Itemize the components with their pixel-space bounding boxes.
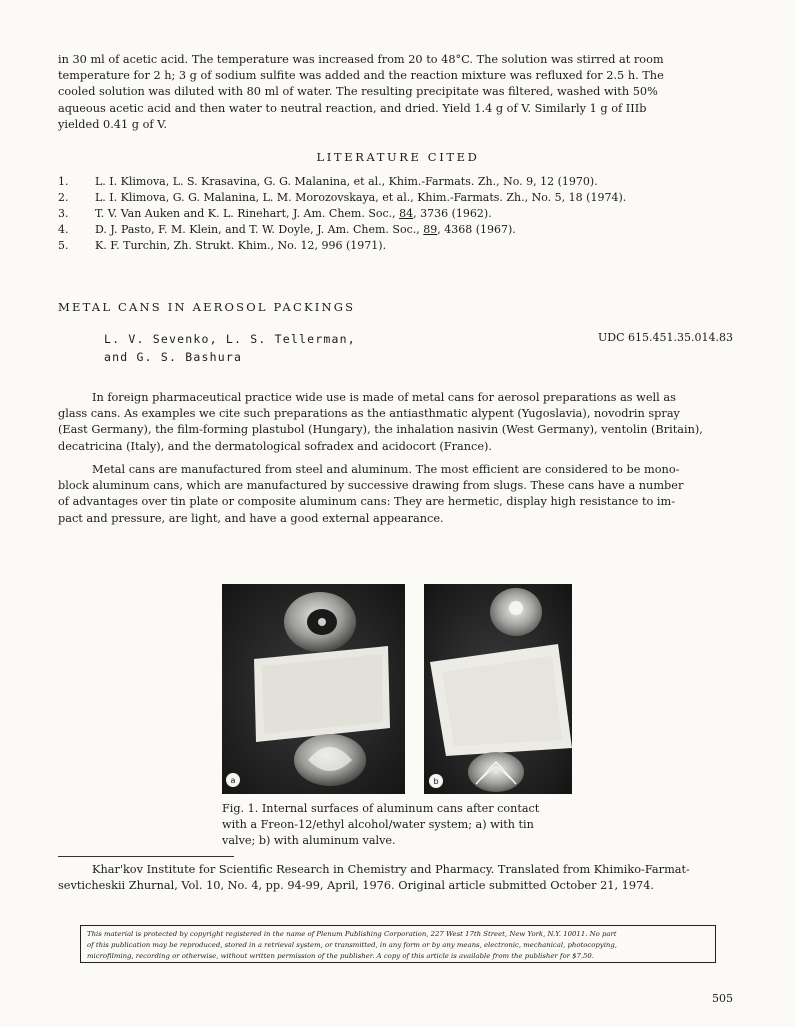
paragraph-line: Metal cans are manufactured from steel and aluminum. The most efficient are considered to be mono- <box>92 463 680 476</box>
figure-photo-b <box>424 584 572 794</box>
authors <box>104 330 356 366</box>
affiliation-note <box>58 862 758 894</box>
affiliation-line: Khar'kov Institute for Scientific Research in Chemistry and Pharmacy. Translated from Khimiko-Farmat- <box>92 863 690 876</box>
reference-text-end: , 4368 (1967). <box>437 223 516 236</box>
reference-item <box>58 222 516 237</box>
copyright-line: of this publication may be reproduced, stored in a retrieval system, or transmitted, in any form or by any means, electronic, mechanical, photocopying, <box>87 941 617 949</box>
literature-heading: LITERATURE CITED <box>316 150 480 164</box>
caption-line: with a Freon-12/ethyl alcohol/water system; a) with tin <box>222 818 534 831</box>
reference-item <box>58 206 492 221</box>
paragraph-line: pact and pressure, are light, and have a good external appearance. <box>58 511 444 525</box>
affiliation-line: sevticheskii Zhurnal, Vol. 10, No. 4, pp. 94-99, April, 1976. Original article submitted October 21, 1974. <box>58 879 654 893</box>
reference-number: 4. <box>58 223 69 236</box>
intro-line: cooled solution was diluted with 80 ml of water. The resulting precipitate was filtered, washed with 50% <box>58 85 658 99</box>
reference-item <box>58 238 386 253</box>
article-title: METAL CANS IN AEROSOL PACKINGS <box>58 300 356 314</box>
authors-line: and G. S. Bashura <box>104 350 243 364</box>
reference-number: 1. <box>58 175 69 188</box>
paragraph-line: of advantages over tin plate or composite aluminum cans: They are hermetic, display high resistance to im- <box>58 495 676 509</box>
caption-line: valve; b) with aluminum valve. <box>222 834 396 847</box>
intro-line: aqueous acetic acid and then water to neutral reaction, and dried. Yield 1.4 g of V. Similarly 1 g of IIIb <box>58 101 647 115</box>
paragraph-line: block aluminum cans, which are manufactured by successive drawing from slugs. These cans have a number <box>58 479 684 493</box>
reference-volume: 84 <box>399 207 414 220</box>
reference-text: K. F. Turchin, Zh. Strukt. Khim., No. 12, 996 (1971). <box>95 239 387 252</box>
reference-item <box>58 190 626 205</box>
reference-volume: 89 <box>423 223 438 236</box>
reference-number: 5. <box>58 239 69 252</box>
copyright-box <box>80 925 716 963</box>
copyright-line: This material is protected by copyright registered in the name of Plenum Publishing Corporation, 227 West 17th Street, New York, N.Y. 10011. No part <box>87 930 617 938</box>
reference-text: L. I. Klimova, G. G. Malanina, L. M. Morozovskaya, et al., Khim.-Farmats. Zh., No. 5, 18 (1974). <box>95 191 627 204</box>
reference-item <box>58 174 598 189</box>
can-interior-image-a <box>222 584 405 794</box>
figure-label-b: b <box>433 777 439 786</box>
page-number: 505 <box>712 992 733 1005</box>
paragraph-line: glass cans. As examples we cite such preparations as the antiasthmatic alypent (Yugoslavia), novodrin spray <box>58 407 680 421</box>
reference-text: T. V. Van Auken and K. L. Rinehart, J. Am. Chem. Soc., <box>95 207 400 220</box>
authors-line: L. V. Sevenko, L. S. Tellerman, <box>104 332 356 346</box>
paragraph-line: In foreign pharmaceutical practice wide use is made of metal cans for aerosol preparations as well as <box>92 391 676 404</box>
figure-caption <box>222 801 582 849</box>
intro-paragraph <box>58 52 718 133</box>
caption-line: Fig. 1. Internal surfaces of aluminum cans after contact <box>222 802 540 815</box>
figure-photo-a <box>222 584 405 794</box>
reference-number: 3. <box>58 207 69 220</box>
reference-text: D. J. Pasto, F. M. Klein, and T. W. Doyle, J. Am. Chem. Soc., <box>95 223 424 236</box>
paragraph-line: decatricina (Italy), and the dermatological sofradex and acidocort (France). <box>58 439 493 453</box>
reference-text: L. I. Klimova, L. S. Krasavina, G. G. Malanina, et al., Khim.-Farmats. Zh., No. 9, 12 (1970). <box>95 175 598 188</box>
intro-line: yielded 0.41 g of V. <box>58 117 167 131</box>
paragraph-line: (East Germany), the film-forming plastubol (Hungary), the inhalation nasivin (West Germany), ventolin (Britain), <box>58 423 703 437</box>
body-paragraph-2 <box>58 462 724 527</box>
footnote-rule <box>58 856 234 857</box>
intro-line: temperature for 2 h; 3 g of sodium sulfite was added and the reaction mixture was refluxed for 2.5 h. The <box>58 69 664 83</box>
copyright-line: microfilming, recording or otherwise, without written permission of the publisher. A copy of this article is available from the publisher for $7.50. <box>87 952 594 960</box>
reference-text-end: , 3736 (1962). <box>413 207 492 220</box>
figure-label-a: a <box>230 776 236 785</box>
udc-code: UDC 615.451.35.014.83 <box>598 331 733 344</box>
body-paragraph-1 <box>58 390 738 455</box>
intro-line: in 30 ml of acetic acid. The temperature was increased from 20 to 48°C. The solution was stirred at room <box>58 53 664 66</box>
reference-number: 2. <box>58 191 69 204</box>
can-interior-image-b <box>424 584 572 794</box>
